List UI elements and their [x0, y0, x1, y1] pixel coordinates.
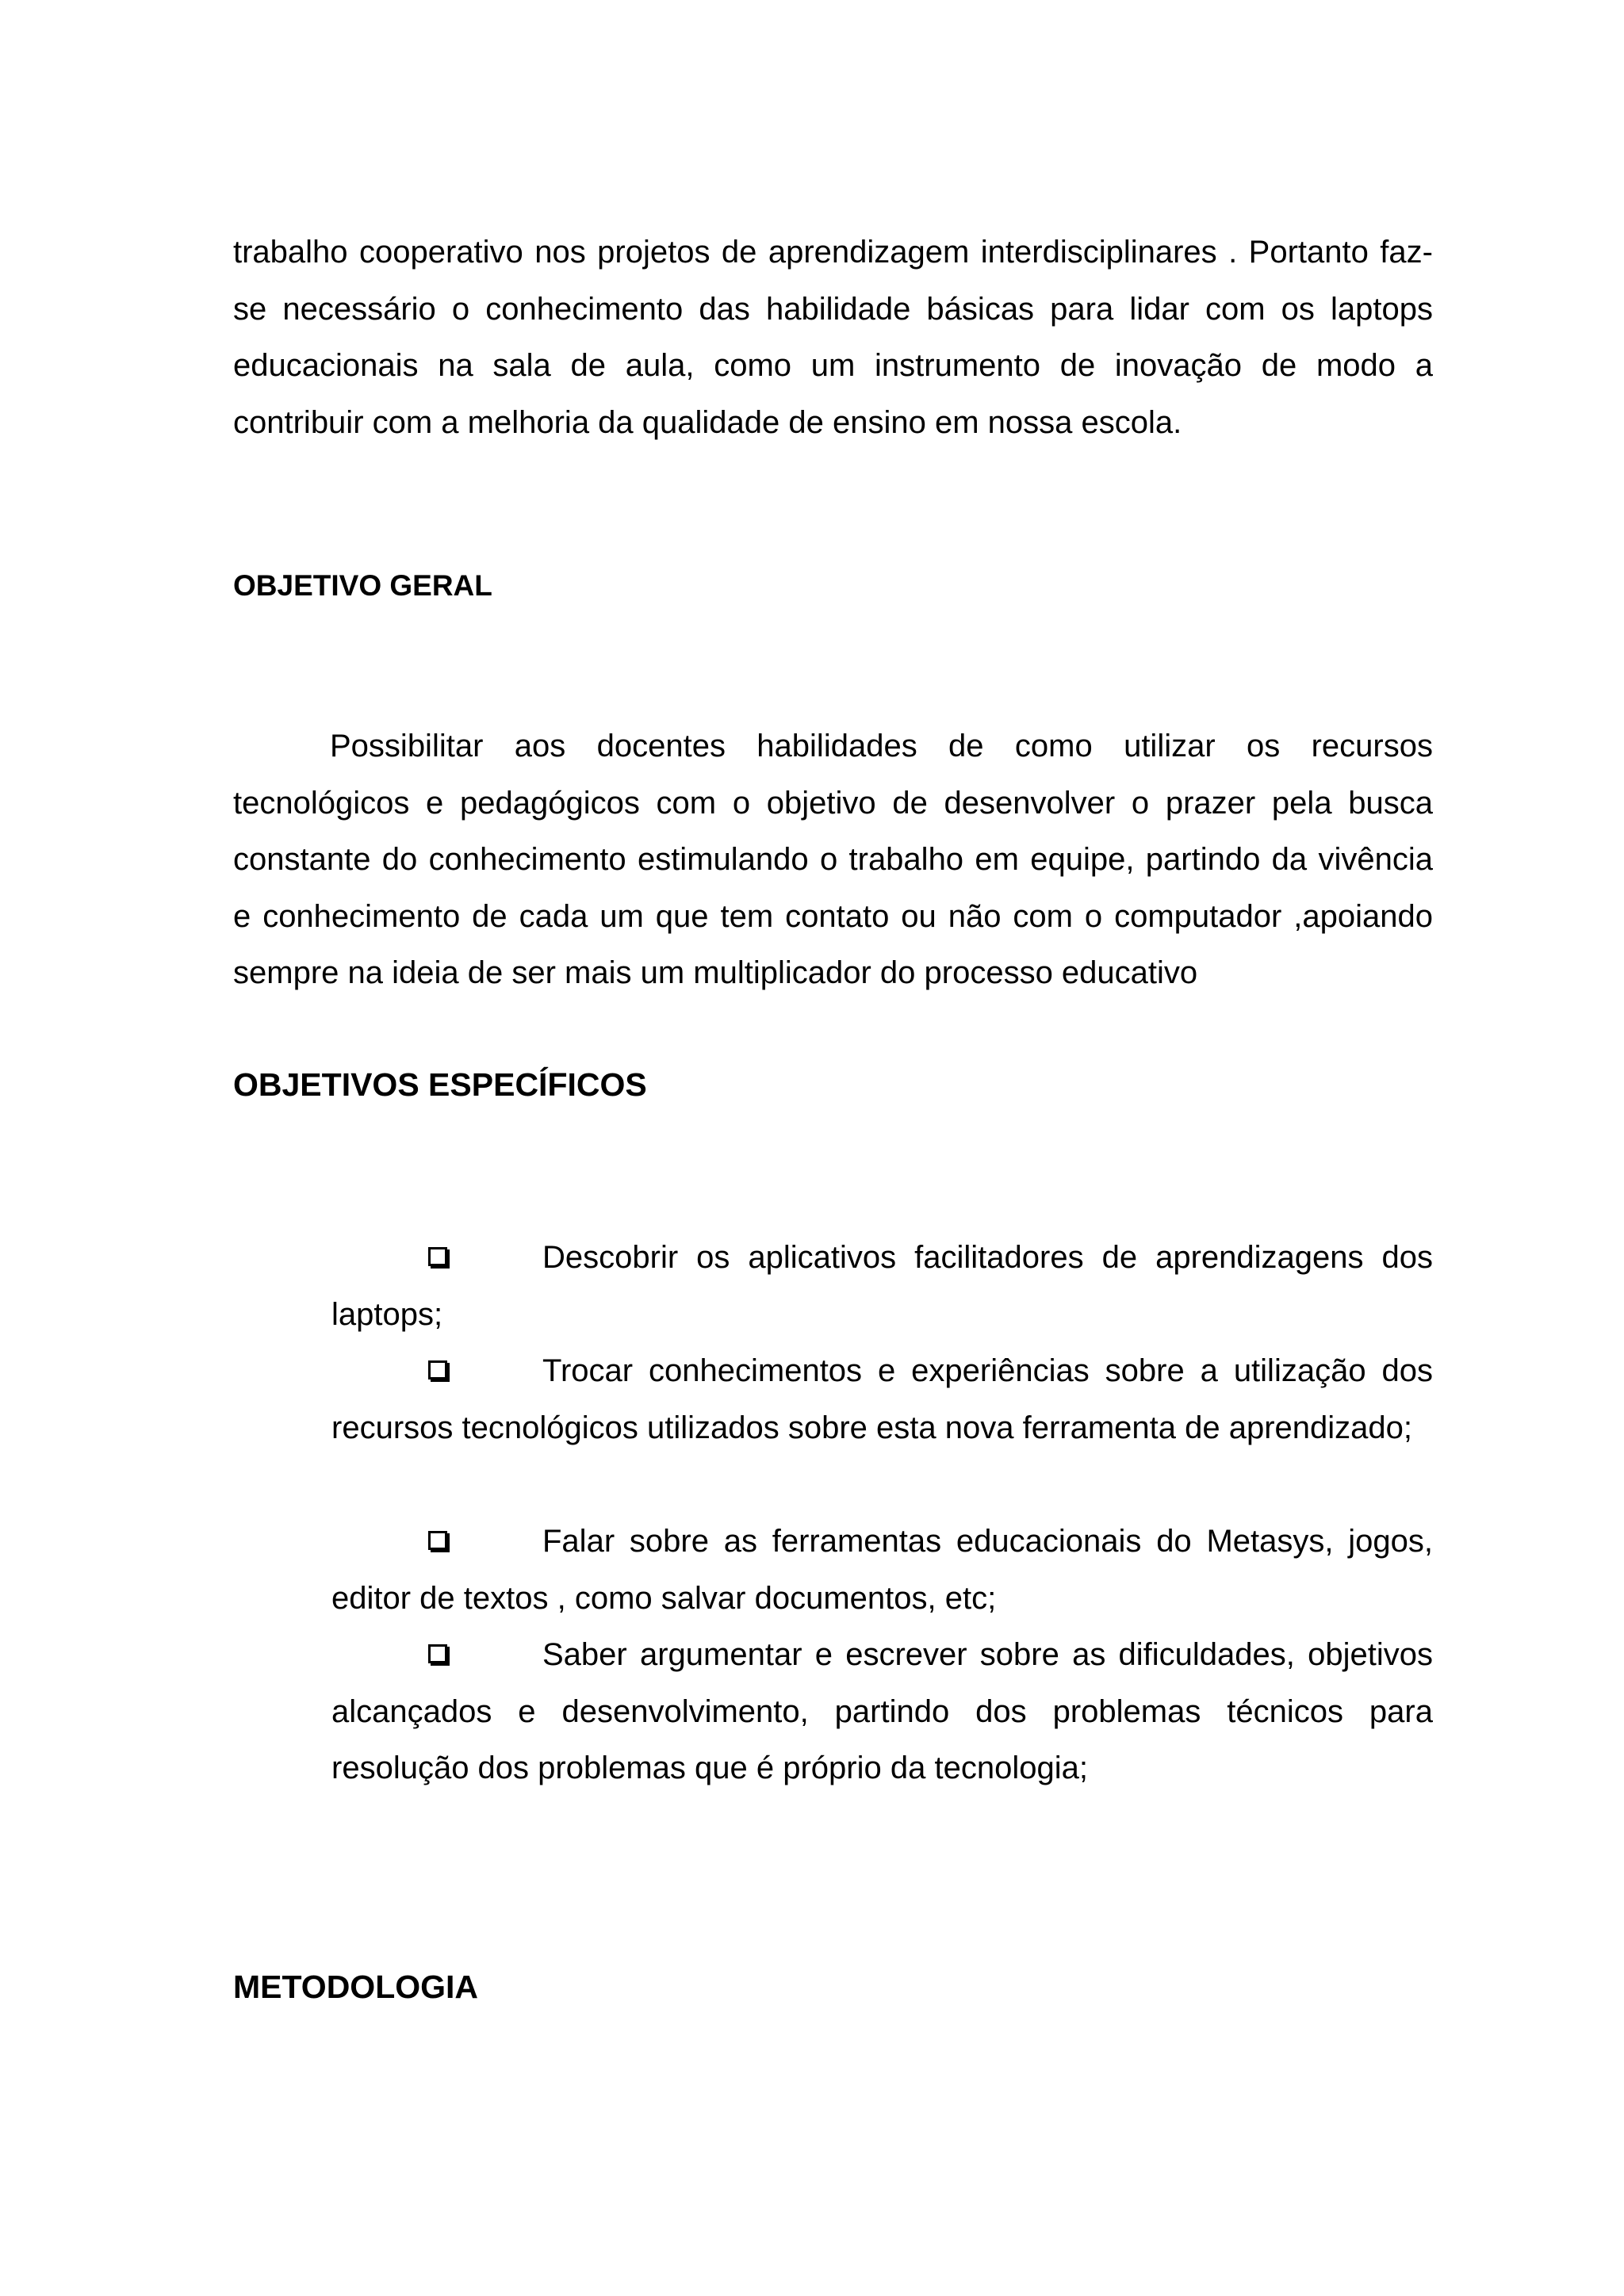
metodologia-heading: METODOLOGIA: [233, 1969, 479, 2005]
list-item: [331, 1513, 1433, 1627]
objetivo-geral-text: Possibilitar aos docentes habilidades de como utilizar os recursos tecnológicos e pedagógicos com o objetivo de desenvolver o prazer pela busca constante do conhecimento estimulando o trabalho em equipe, partindo da vivência e conhecimento de cada um que tem contato ou não com o computador ,apoiando sempre na ideia de ser mais um multiplicador do processo educativo: [233, 729, 1433, 990]
intro-paragraph: trabalho cooperativo nos projetos de aprendizagem interdisciplinares . Portanto faz-se necessário o conhecimento das habilidade básicas para lidar com os laptops educacionais na sala de aula, como um instrumento de inovação de modo a contribuir com a melhoria da qualidade de ensino em nossa escola.: [233, 235, 1433, 440]
list-item-text: Saber argumentar e escrever sobre as dificuldades, objetivos alcançados e desenvolvimento, partindo dos problemas técnicos para resolução dos problemas que é próprio da tecnologia;: [331, 1637, 1433, 1785]
objetivos-especificos-heading: OBJETIVOS ESPECÍFICOS: [233, 1066, 647, 1103]
list-item: [331, 1627, 1433, 1797]
list-item-text: Descobrir os aplicativos facilitadores de aprendizagens dos laptops;: [331, 1240, 1433, 1332]
objetivo-geral-paragraph: [233, 718, 1433, 1002]
checkbox-bullet-icon: [428, 1531, 447, 1550]
list-item: [331, 1343, 1433, 1456]
list-item-text: Falar sobre as ferramentas educacionais do Metasys, jogos, editor de textos , como salvar documentos, etc;: [331, 1524, 1433, 1616]
checkbox-bullet-icon: [428, 1360, 447, 1380]
list-item-text: Trocar conhecimentos e experiências sobre a utilização dos recursos tecnológicos utilizados sobre esta nova ferramenta de aprendizado;: [331, 1353, 1433, 1445]
objetivo-geral-heading: OBJETIVO GERAL: [233, 569, 492, 602]
list-item: [331, 1230, 1433, 1343]
checkbox-bullet-icon: [428, 1644, 447, 1663]
checkbox-bullet-icon: [428, 1247, 447, 1266]
